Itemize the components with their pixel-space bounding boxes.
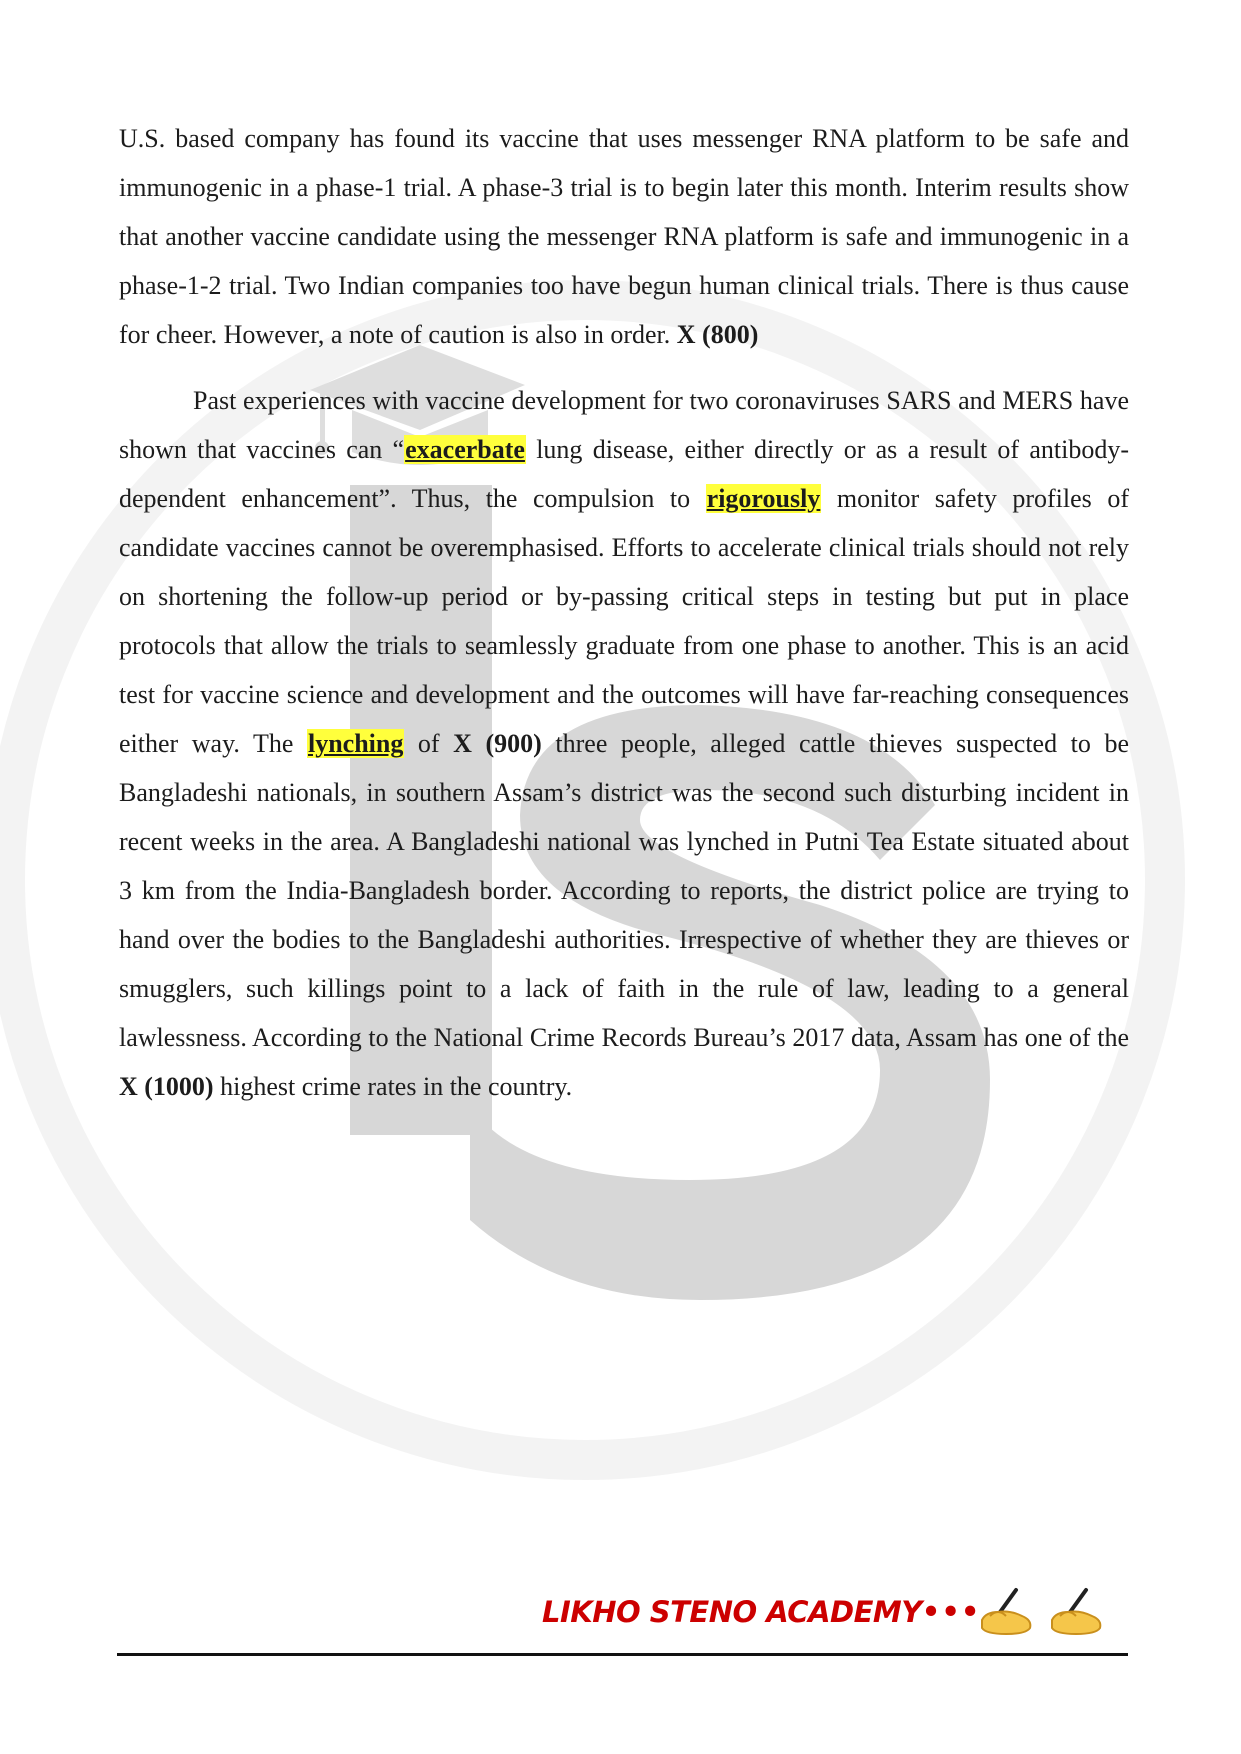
- word-count-marker-900: X (900): [453, 729, 542, 758]
- paragraph-2: [119, 376, 1129, 1111]
- highlight-word-exacerbate: exacerbate: [405, 435, 525, 464]
- footer-divider: [117, 1653, 1128, 1656]
- highlight-word-rigorously: rigorously: [706, 484, 821, 513]
- paragraph-2-segment: three people, alleged cattle thieves suspected to be Bangladeshi nationals, in southern Assam’s district was the second such disturbing incident in recent weeks in the area. A Bangladeshi national was lynched in Putni Tea Estate situated about 3 km from the India-Bangladesh border. According to reports, the district police are trying to hand over the bodies to the Bangladeshi authorities. Irrespective of whether they are thieves or smugglers, such killings point to a lack of faith in the rule of law, leading to a general lawlessness. According to the National Crime Records Bureau’s 2017 data, Assam has one of the: [119, 729, 1129, 1052]
- paragraph-1-text: U.S. based company has found its vaccine that uses messenger RNA platform to be safe and immunogenic in a phase-1 trial. A phase-3 trial is to begin later this month. Interim results show that another vaccine candidate using the messenger RNA platform is safe and immunogenic in a phase-1-2 trial. Two Indian companies too have begun human clinical trials. There is thus cause for cheer. However, a note of caution is also in order.: [119, 124, 1129, 349]
- paragraph-2-segment: Past experiences with vaccine development for two coronaviruses SARS and MERS have shown that vaccines can “: [119, 386, 1129, 464]
- paragraph-1: [119, 114, 1129, 359]
- paragraph-2-segment: of: [404, 729, 454, 758]
- brand-name: LIKHO STENO ACADEMY: [542, 1595, 922, 1629]
- paragraph-2-segment: highest crime rates in the country.: [213, 1072, 573, 1101]
- highlight-word-lynching: lynching: [307, 729, 404, 758]
- writing-hand-icon: [976, 1586, 1036, 1636]
- writing-hand-icon: [1046, 1586, 1106, 1636]
- footer-brand: [542, 1595, 980, 1629]
- word-count-marker-1000: X (1000): [119, 1072, 214, 1101]
- paragraph-2-segment: monitor safety profiles of candidate vaccines cannot be overemphasised. Efforts to accelerate clinical trials should not rely on shortening the follow-up period or by-passing critical steps in testing but put in place protocols that allow the trials to seamlessly graduate from one phase to another. This is an acid test for vaccine science and development and the outcomes will have far-reaching consequences either way. The: [119, 484, 1129, 758]
- word-count-marker-800: X (800): [676, 320, 759, 349]
- brand-dots: •••: [921, 1595, 981, 1629]
- paragraph-2-segment: lung disease, either directly or as a result of antibody-dependent enhancement”. Thus, the compulsion to: [119, 435, 1129, 513]
- passage-body: [119, 114, 1129, 1111]
